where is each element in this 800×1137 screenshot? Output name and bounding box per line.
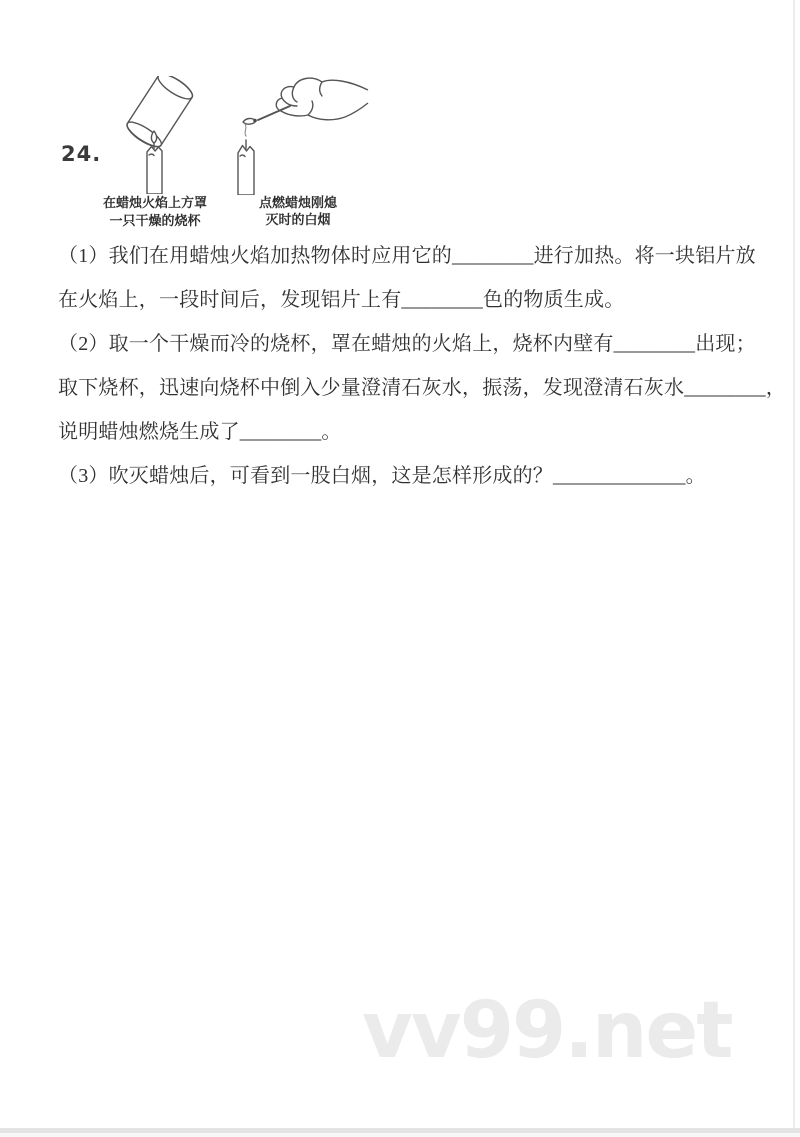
figure-caption-line: 点燃蜡烛刚熄 (258, 196, 337, 211)
next-page-edge (0, 1133, 800, 1137)
question-line-2: 在火焰上，一段时间后，发现铝片上有________色的物质生成。 (58, 289, 625, 311)
question-number: 24. (61, 142, 102, 166)
question-line-5: 说明蜡烛燃烧生成了________。 (58, 421, 342, 443)
watermark: vv99.net (362, 986, 732, 1076)
light-white-smoke-illustration (226, 74, 370, 195)
figure-caption-line: 灭时的白烟 (265, 212, 331, 228)
figure-light-white-smoke (226, 74, 370, 228)
figure-beaker-over-candle (88, 76, 222, 229)
figure-caption-line: 在蜡烛火焰上方罩 (102, 196, 207, 211)
question-line-6: （3）吹灭蜡烛后，可看到一股白烟，这是怎样形成的？_____________。 (58, 465, 706, 487)
question-body (58, 234, 786, 498)
figure-caption-line: 一只干燥的烧杯 (109, 213, 201, 229)
question-line-4: 取下烧杯，迅速向烧杯中倒入少量澄清石灰水，振荡，发现澄清石灰水________， (58, 377, 786, 399)
page-edge-line (793, 0, 795, 1131)
question-line-3: （2）取一个干燥而冷的烧杯，罩在蜡烛的火焰上，烧杯内壁有________出现； (58, 333, 756, 355)
beaker-over-candle-illustration (88, 76, 222, 194)
question-line-1: （1）我们在用蜡烛火焰加热物体时应用它的________进行加热。将一块铝片放 (58, 245, 756, 267)
